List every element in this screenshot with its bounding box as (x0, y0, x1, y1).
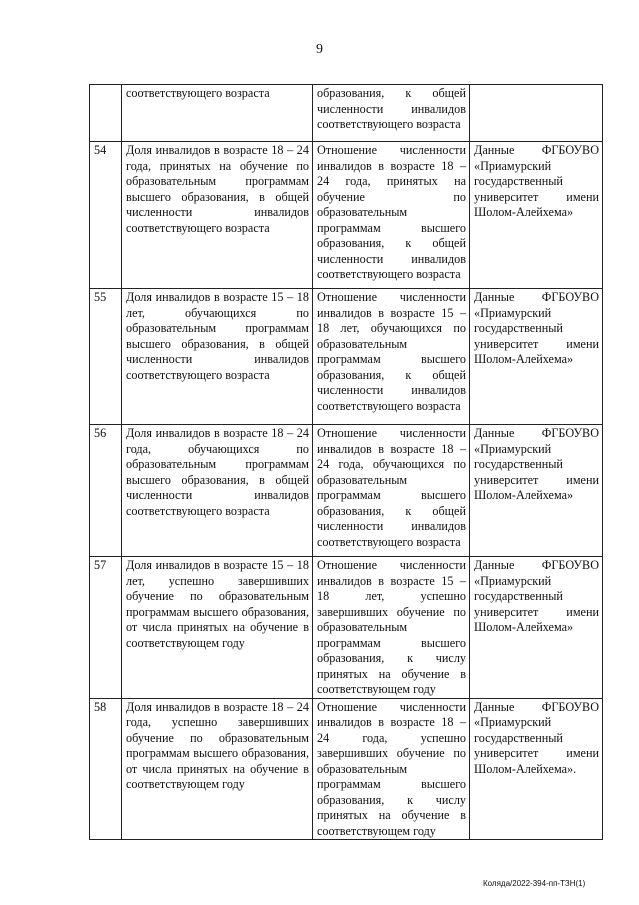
data-source-cell (470, 85, 603, 142)
table-row (90, 557, 603, 699)
calculation-method-cell: Отношение численности инвалидов в возрасте 18 – 24 года, успешно завершивших обучение по образовательным программам высшего образования, к числу принятых на обучение в соответствующем году (313, 698, 470, 840)
calculation-method-cell: образования, к общей численности инвалидов соответствующего возраста (313, 85, 470, 142)
data-source-cell: Данные ФГБОУВО «Приамурский государственный университет имени Шолом-Алейхема» (470, 289, 603, 425)
indicator-cell: Доля инвалидов в возрасте 15 – 18 лет, обучающихся по образовательным программам высшего образования, в общей численности инвалидов соответствующего возраста (122, 289, 313, 425)
row-number-cell: 55 (90, 289, 122, 425)
calculation-method-cell: Отношение численности инвалидов в возрасте 15 – 18 лет, успешно завершивших обучение по образовательным программам высшего образования, к числу принятых на обучение в соответствующем году (313, 557, 470, 699)
row-number-cell: 57 (90, 557, 122, 699)
calculation-method-cell: Отношение численности инвалидов в возрасте 18 – 24 года, принятых на обучение по образовательным программам высшего образования, к общей численности инвалидов соответствующего возраста (313, 142, 470, 289)
table-row (90, 425, 603, 557)
table-row (90, 289, 603, 425)
calculation-method-cell: Отношение численности инвалидов в возрасте 18 – 24 года, обучающихся по образовательным программам высшего образования, к общей численности инвалидов соответствующего возраста (313, 425, 470, 557)
table-row-continuation (90, 85, 603, 142)
indicator-cell: Доля инвалидов в возрасте 18 – 24 года, обучающихся по образовательным программам высшего образования, в общей численности инвалидов соответствующего возраста (122, 425, 313, 557)
data-source-cell: Данные ФГБОУВО «Приамурский государственный университет имени Шолом-Алейхема» (470, 425, 603, 557)
table-row (90, 698, 603, 840)
indicator-cell: Доля инвалидов в возрасте 18 – 24 года, успешно завершивших обучение по образовательным программам высшего образования, от числа принятых на обучение в соответствующем году (122, 698, 313, 840)
page-number: 9 (316, 42, 323, 57)
indicator-table (89, 84, 603, 840)
row-number-cell (90, 85, 122, 142)
row-number-cell: 54 (90, 142, 122, 289)
data-source-cell: Данные ФГБОУВО «Приамурский государственный университет имени Шолом-Алейхема» (470, 142, 603, 289)
indicator-cell: Доля инвалидов в возрасте 18 – 24 года, принятых на обучение по образовательным программам высшего образования, в общей численности инвалидов соответствующего возраста (122, 142, 313, 289)
indicator-cell: Доля инвалидов в возрасте 15 – 18 лет, успешно завершивших обучение по образовательным программам высшего образования, от числа принятых на обучение в соответствующем году (122, 557, 313, 699)
table-row (90, 142, 603, 289)
indicator-cell: соответствующего возраста (122, 85, 313, 142)
data-source-cell: Данные ФГБОУВО «Приамурский государственный университет имени Шолом-Алейхема». (470, 698, 603, 840)
document-reference-code: Коляда/2022-394-пп-ТЗН(1) (483, 879, 586, 888)
row-number-cell: 56 (90, 425, 122, 557)
data-source-cell: Данные ФГБОУВО «Приамурский государственный университет имени Шолом-Алейхема» (470, 557, 603, 699)
row-number-cell: 58 (90, 698, 122, 840)
calculation-method-cell: Отношение численности инвалидов в возрасте 15 – 18 лет, обучающихся по образовательным программам высшего образования, к общей численности инвалидов соответствующего возраста (313, 289, 470, 425)
